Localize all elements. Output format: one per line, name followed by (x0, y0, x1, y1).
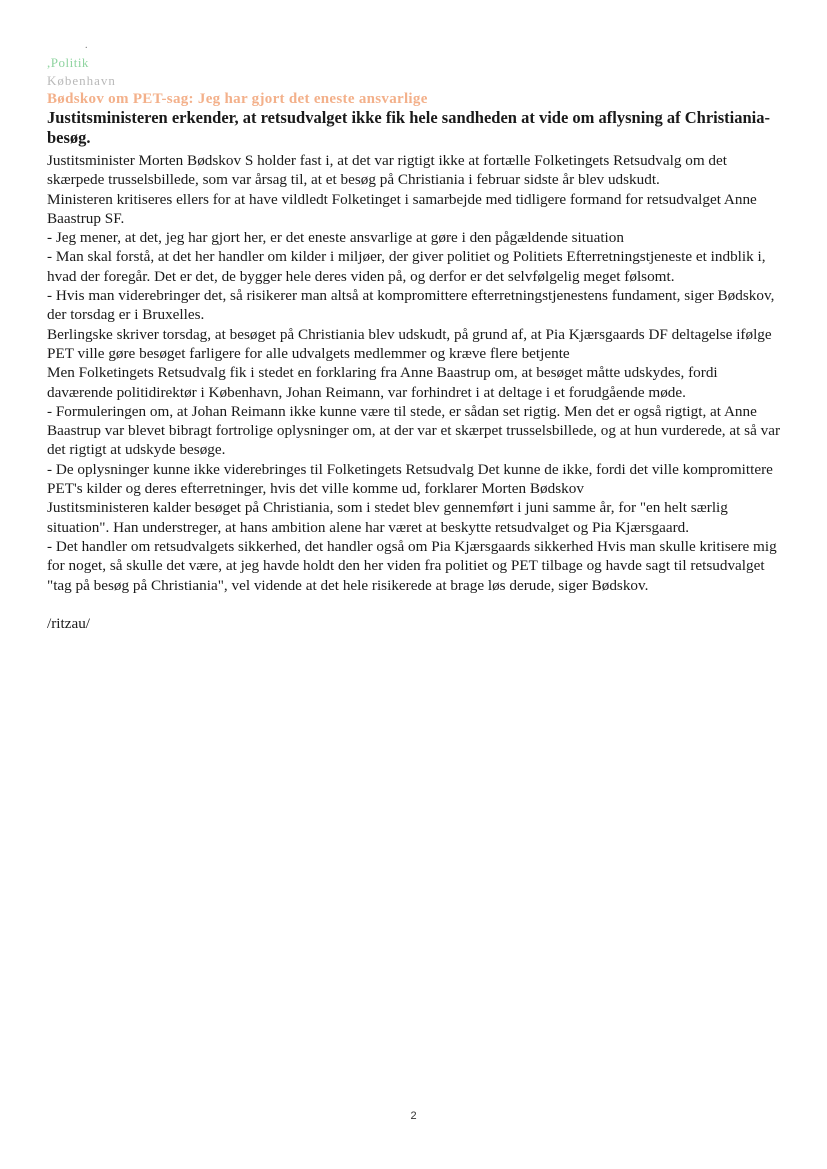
section-label: ,Politik (47, 55, 89, 70)
article-kicker: Bødskov om PET-sag: Jeg har gjort det eneste ansvarlige (47, 91, 428, 107)
paragraph: - Det handler om retsudvalgets sikkerhed, det handler også om Pia Kjærsgaards sikkerhed Hvis man skulle kritisere mig for noget, så skulle det være, at jeg havde holdt den her viden fra politiet og PET tilbage og havde sagt til retsudvalget "tag på besøg på Christiania", vel vidende at det hele risikerede at brage løs derude, siger Bødskov. (47, 537, 777, 594)
paragraph: Ministeren kritiseres ellers for at have vildledt Folketinget i samarbejde med tidligere formand for retsudvalget Anne Baastrup SF. (47, 190, 757, 227)
article-signoff: /ritzau/ (47, 614, 91, 632)
dateline-location: København (47, 73, 116, 88)
page-number: 2 (410, 1110, 417, 1122)
paragraph: - Man skal forstå, at det her handler om kilder i miljøer, der giver politiet og Politiets Efterretningstjeneste et indblik i, hvad der foregår. Det er det, de bygger hele deres viden på, og derfor er det selvfølgelig meget følsomt. (47, 248, 766, 285)
paragraph: - Jeg mener, at det, jeg har gjort her, er det eneste ansvarlige at gøre i den pågældende situation (47, 229, 624, 247)
paragraph: - Formuleringen om, at Johan Reimann ikke kunne være til stede, er sådan set rigtig. Men det er også rigtigt, at Anne Baastrup var blevet bibragt fortrolige oplysninger om, at der var et skærpet trusselsbillede, og at hun vurderede, at så var det rigtigt at udskyde besøge. (47, 402, 780, 459)
paragraph: Men Folketingets Retsudvalg fik i stedet en forklaring fra Anne Baastrup om, at besøget måtte udskydes, fordi daværende politidirektør i København, Johan Reimann, var forhindret i at deltage i et forudgående møde. (47, 364, 718, 401)
paragraph: Justitsminister Morten Bødskov S holder fast i, at det var rigtigt ikke at fortælle Folketingets Retsudvalg om det skærpede trusselsbillede, som var årsag til, at et besøg på Christiania i februar sidste år blev udskudt. (47, 152, 727, 189)
paragraph: - De oplysninger kunne ikke viderebringes til Folketingets Retsudvalg Det kunne de ikke, fordi det ville kompromittere PET's kilder og deres efterretninger, hvis det ville komme ud, forklarer Morten Bødskov (47, 460, 773, 498)
paragraph: - Hvis man viderebringer det, så risikerer man altså at kompromittere efterretningstjenestens fundament, siger Bødskov, der torsdag er i Bruxelles. (47, 287, 775, 324)
article-headline: Justitsministeren erkender, at retsudvalget ikke fik hele sandheden at vide om aflysning af Christiania-besøg. (47, 108, 770, 147)
article-body (47, 108, 787, 633)
header-mark: . (85, 40, 88, 51)
paragraph: Justitsministeren kalder besøget på Christiania, som i stedet blev gennemført i juni samme år, for "en helt særlig situation". Han understreger, at hans ambition alene har været at beskytte retsudvalget og Pia Kjærsgaard. (47, 499, 728, 536)
paragraph: Berlingske skriver torsdag, at besøget på Christiania blev udskudt, på grund af, at Pia Kjærsgaards DF deltagelse ifølge PET ville gøre besøget farligere for alle udvalgets medlemmer og kræve flere betjente (47, 325, 772, 362)
